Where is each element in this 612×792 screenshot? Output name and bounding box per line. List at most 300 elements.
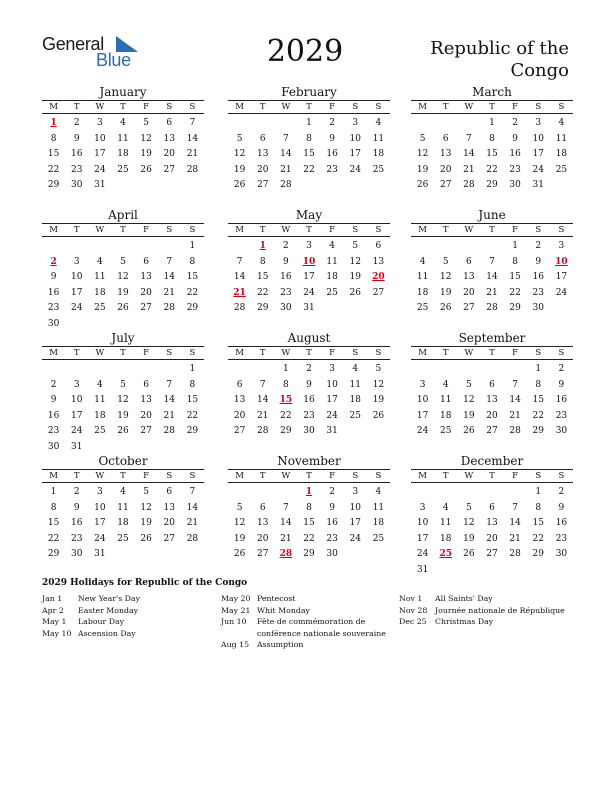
day-cell: 1 xyxy=(189,364,196,374)
day-cell: 19 xyxy=(372,395,385,405)
day-cell: 25 xyxy=(117,164,129,175)
month-december xyxy=(411,453,573,578)
day-cell: 30 xyxy=(70,549,83,559)
day-cell: 2 xyxy=(73,487,80,497)
holiday-day-cell: 1 xyxy=(305,487,313,497)
empty-day-cell xyxy=(42,239,65,255)
day-cell: 21 xyxy=(486,287,498,298)
day-cell: 27 xyxy=(140,426,152,436)
weekday-header: T xyxy=(120,225,126,235)
day-cell: 25 xyxy=(555,164,568,175)
weekday-header: S xyxy=(352,225,359,235)
day-cell: 15 xyxy=(303,518,315,528)
day-cell: 8 xyxy=(189,256,196,267)
weekday-header: S xyxy=(535,225,542,235)
day-cell: 2 xyxy=(282,241,289,251)
weekday-header: T xyxy=(73,348,80,358)
day-cell: 1 xyxy=(535,364,542,374)
day-cell: 16 xyxy=(326,518,338,528)
day-cell: 9 xyxy=(50,272,57,282)
brand-logo xyxy=(42,34,152,74)
day-cell: 27 xyxy=(256,549,269,559)
day-cell: 19 xyxy=(140,518,152,528)
weekday-header: T xyxy=(120,471,126,481)
day-cell: 23 xyxy=(47,426,60,436)
day-cell: 28 xyxy=(186,164,199,175)
day-cell: 24 xyxy=(303,287,315,298)
day-cell: 20 xyxy=(439,164,452,175)
day-cell: 18 xyxy=(117,149,129,159)
weekday-header: W xyxy=(464,102,474,112)
day-cell: 13 xyxy=(233,395,246,405)
day-cell: 9 xyxy=(329,502,335,513)
logo-general-text: General xyxy=(42,34,104,54)
month-title: June xyxy=(478,208,506,222)
day-cell: 5 xyxy=(120,379,126,390)
day-cell: 16 xyxy=(70,518,83,528)
day-cell: 21 xyxy=(163,410,175,421)
day-cell: 22 xyxy=(303,164,315,175)
day-cell: 16 xyxy=(509,149,521,159)
day-cell: 5 xyxy=(419,133,426,144)
day-cell: 26 xyxy=(463,549,475,559)
day-cell: 21 xyxy=(256,410,269,421)
day-cell: 13 xyxy=(163,502,175,513)
day-cell: 2 xyxy=(558,364,565,374)
day-cell: 22 xyxy=(186,410,199,421)
day-cell: 18 xyxy=(117,518,129,528)
day-cell: 20 xyxy=(233,410,246,421)
weekday-header: T xyxy=(73,471,80,481)
day-cell: 16 xyxy=(326,149,338,159)
holiday-name: New Year's Day xyxy=(78,594,140,603)
empty-day-cell xyxy=(480,485,503,501)
day-cell: 10 xyxy=(70,395,83,405)
day-cell: 6 xyxy=(143,256,149,267)
month-october xyxy=(42,453,204,563)
day-cell: 21 xyxy=(280,533,292,544)
day-cell: 15 xyxy=(486,149,498,159)
day-cell: 6 xyxy=(489,502,495,513)
day-cell: 6 xyxy=(442,133,449,144)
day-cell: 18 xyxy=(439,410,452,421)
day-cell: 14 xyxy=(256,395,269,405)
weekday-header: T xyxy=(73,102,80,112)
month-title: March xyxy=(472,85,512,99)
day-grid xyxy=(228,362,390,440)
day-cell: 16 xyxy=(555,395,568,405)
weekday-header: S xyxy=(189,348,196,358)
day-cell: 27 xyxy=(463,303,475,313)
day-cell: 24 xyxy=(326,410,338,421)
empty-day-cell xyxy=(274,485,297,501)
day-cell: 10 xyxy=(416,518,429,528)
empty-day-cell xyxy=(228,116,251,132)
day-cell: 3 xyxy=(96,487,103,497)
empty-day-cell xyxy=(65,362,88,378)
day-cell: 28 xyxy=(233,303,246,313)
day-cell: 25 xyxy=(416,303,429,313)
holiday-day-cell: 10 xyxy=(555,256,568,267)
weekday-header: T xyxy=(489,348,495,358)
day-cell: 27 xyxy=(233,426,246,436)
day-cell: 8 xyxy=(259,256,266,267)
day-cell: 14 xyxy=(509,518,521,528)
weekday-header: S xyxy=(375,102,382,112)
weekday-header: T xyxy=(73,225,80,235)
day-cell: 8 xyxy=(489,133,495,144)
empty-day-cell xyxy=(480,239,503,255)
day-cell: 23 xyxy=(555,410,568,421)
day-cell: 18 xyxy=(439,533,452,544)
month-title: October xyxy=(98,454,148,468)
day-cell: 12 xyxy=(416,149,429,159)
day-cell: 27 xyxy=(486,549,498,559)
day-cell: 31 xyxy=(70,441,83,452)
weekday-header: W xyxy=(464,225,474,235)
empty-day-cell xyxy=(228,239,251,255)
day-cell: 12 xyxy=(140,502,152,513)
day-cell: 19 xyxy=(463,410,475,421)
holiday-date: Jan 1 xyxy=(42,594,63,603)
day-cell: 6 xyxy=(166,118,173,128)
empty-day-cell xyxy=(251,116,274,132)
day-cell: 7 xyxy=(166,256,173,267)
day-cell: 30 xyxy=(280,303,292,313)
day-cell: 27 xyxy=(439,180,452,190)
weekday-header: T xyxy=(489,225,495,235)
holiday-name: Ascension Day xyxy=(78,628,136,638)
day-cell: 24 xyxy=(555,287,568,298)
day-cell: 7 xyxy=(189,487,196,497)
empty-day-cell xyxy=(434,362,457,378)
day-cell: 9 xyxy=(512,133,518,144)
holiday-name: Fête de commémoration de conférence nationale souveraine xyxy=(257,617,386,638)
day-cell: 8 xyxy=(306,502,312,513)
day-cell: 31 xyxy=(303,303,315,313)
day-cell: 26 xyxy=(117,426,129,436)
day-cell: 29 xyxy=(532,426,544,436)
day-cell: 7 xyxy=(236,256,243,267)
holiday-date: Jun 10 xyxy=(221,617,247,626)
weekday-header-row xyxy=(228,469,390,483)
weekday-header: S xyxy=(189,471,196,481)
day-cell: 4 xyxy=(96,379,103,390)
day-cell: 27 xyxy=(163,164,175,175)
holiday-column xyxy=(221,593,391,651)
day-cell: 15 xyxy=(47,518,60,528)
day-cell: 22 xyxy=(303,533,315,544)
day-cell: 1 xyxy=(306,118,312,128)
weekday-header: T xyxy=(442,471,449,481)
weekday-header-row xyxy=(411,346,573,360)
day-cell: 9 xyxy=(282,256,289,267)
day-cell: 23 xyxy=(47,303,60,313)
weekday-header: S xyxy=(535,348,542,358)
day-grid xyxy=(228,239,390,317)
day-cell: 24 xyxy=(416,549,429,559)
empty-day-cell xyxy=(411,485,434,501)
empty-day-cell xyxy=(504,362,527,378)
day-cell: 24 xyxy=(532,164,544,175)
day-cell: 31 xyxy=(416,564,429,575)
holiday-list-title: 2029 Holidays for Republic of the Congo xyxy=(42,578,248,588)
day-cell: 19 xyxy=(233,164,246,175)
weekday-header: T xyxy=(259,102,266,112)
day-cell: 21 xyxy=(186,149,199,159)
day-cell: 26 xyxy=(233,180,246,190)
month-title: May xyxy=(295,208,323,222)
weekday-header: F xyxy=(143,348,150,358)
day-cell: 4 xyxy=(120,487,126,497)
day-cell: 6 xyxy=(259,502,266,513)
logo-blue-text: Blue xyxy=(96,50,131,70)
day-cell: 23 xyxy=(326,164,338,175)
day-cell: 23 xyxy=(555,533,568,544)
day-cell: 23 xyxy=(303,410,315,421)
day-grid xyxy=(411,362,573,440)
day-grid xyxy=(42,116,204,194)
calendar-year: 2029 xyxy=(266,34,344,69)
empty-day-cell xyxy=(158,362,181,378)
day-cell: 10 xyxy=(326,379,338,390)
day-cell: 15 xyxy=(47,149,60,159)
day-cell: 6 xyxy=(375,241,382,251)
day-cell: 5 xyxy=(465,379,472,390)
day-cell: 22 xyxy=(280,410,292,421)
empty-day-cell xyxy=(457,362,480,378)
day-cell: 23 xyxy=(70,164,83,175)
day-cell: 6 xyxy=(236,379,243,390)
holiday-item xyxy=(42,593,212,605)
day-cell: 19 xyxy=(349,272,361,282)
day-cell: 15 xyxy=(532,395,544,405)
weekday-header: W xyxy=(281,348,291,358)
day-cell: 30 xyxy=(47,318,60,329)
weekday-header: S xyxy=(352,102,359,112)
day-cell: 30 xyxy=(47,441,60,452)
day-cell: 19 xyxy=(117,410,129,421)
day-cell: 3 xyxy=(535,118,542,128)
day-cell: 28 xyxy=(486,303,498,313)
day-cell: 9 xyxy=(329,133,335,144)
holiday-column xyxy=(399,593,579,628)
day-cell: 26 xyxy=(349,287,361,298)
day-cell: 5 xyxy=(120,256,126,267)
month-title: August xyxy=(287,331,331,345)
weekday-header: F xyxy=(143,471,150,481)
holiday-column xyxy=(42,593,212,639)
day-cell: 25 xyxy=(372,164,385,175)
day-grid xyxy=(42,239,204,332)
day-cell: 15 xyxy=(303,149,315,159)
day-cell: 1 xyxy=(50,487,57,497)
holiday-date: Apr 2 xyxy=(42,605,64,615)
holiday-item xyxy=(42,605,212,617)
weekday-header: T xyxy=(306,348,312,358)
day-cell: 14 xyxy=(163,395,175,405)
day-cell: 3 xyxy=(96,118,103,128)
holiday-date: Dec 25 xyxy=(399,617,427,626)
empty-day-cell xyxy=(251,362,274,378)
weekday-header: M xyxy=(418,348,427,358)
weekday-header: F xyxy=(329,471,336,481)
day-cell: 30 xyxy=(509,180,521,190)
day-cell: 16 xyxy=(303,395,315,405)
day-cell: 8 xyxy=(306,133,312,144)
day-cell: 12 xyxy=(140,133,152,144)
day-cell: 19 xyxy=(140,149,152,159)
day-cell: 14 xyxy=(186,502,199,513)
weekday-header: M xyxy=(235,225,244,235)
day-cell: 29 xyxy=(509,303,521,313)
day-cell: 14 xyxy=(486,272,498,282)
day-cell: 8 xyxy=(50,133,57,144)
day-cell: 20 xyxy=(486,533,498,544)
day-cell: 26 xyxy=(117,303,129,313)
holiday-item xyxy=(399,605,579,617)
day-cell: 1 xyxy=(535,487,542,497)
day-cell: 1 xyxy=(512,241,518,251)
weekday-header: S xyxy=(189,102,196,112)
day-cell: 2 xyxy=(329,487,335,497)
weekday-header-row xyxy=(228,346,390,360)
day-cell: 7 xyxy=(259,379,266,390)
holiday-item xyxy=(221,616,391,639)
weekday-header: M xyxy=(418,225,427,235)
day-cell: 29 xyxy=(532,549,544,559)
day-cell: 3 xyxy=(306,241,312,251)
day-cell: 6 xyxy=(259,133,266,144)
day-cell: 17 xyxy=(326,395,338,405)
day-cell: 17 xyxy=(416,410,429,421)
holiday-date: Aug 15 xyxy=(221,640,250,649)
weekday-header: S xyxy=(558,471,565,481)
day-cell: 25 xyxy=(94,303,106,313)
day-cell: 15 xyxy=(509,272,521,282)
day-cell: 4 xyxy=(375,487,382,497)
day-cell: 21 xyxy=(463,164,475,175)
day-cell: 13 xyxy=(256,518,269,528)
day-cell: 26 xyxy=(233,549,246,559)
day-cell: 25 xyxy=(349,410,361,421)
day-cell: 17 xyxy=(70,410,83,421)
day-cell: 3 xyxy=(419,502,426,513)
day-cell: 29 xyxy=(303,549,315,559)
day-cell: 13 xyxy=(140,395,152,405)
empty-day-cell xyxy=(480,362,503,378)
month-title: December xyxy=(460,454,524,468)
day-cell: 2 xyxy=(535,241,542,251)
weekday-header: S xyxy=(352,348,359,358)
day-cell: 4 xyxy=(442,379,449,390)
empty-day-cell xyxy=(158,239,181,255)
day-cell: 8 xyxy=(512,256,518,267)
weekday-header: T xyxy=(259,348,266,358)
day-cell: 10 xyxy=(94,502,106,513)
empty-day-cell xyxy=(135,239,158,255)
day-cell: 5 xyxy=(352,241,359,251)
day-cell: 2 xyxy=(73,118,80,128)
holiday-item xyxy=(42,628,212,640)
day-cell: 16 xyxy=(47,410,60,421)
day-cell: 6 xyxy=(166,487,173,497)
day-cell: 20 xyxy=(256,164,269,175)
month-title: November xyxy=(277,454,341,468)
day-cell: 26 xyxy=(463,426,475,436)
day-cell: 27 xyxy=(486,426,498,436)
weekday-header: S xyxy=(535,102,542,112)
holiday-day-cell: 21 xyxy=(233,287,246,298)
day-cell: 15 xyxy=(256,272,269,282)
weekday-header: M xyxy=(49,102,58,112)
day-cell: 1 xyxy=(189,241,196,251)
holiday-day-cell: 20 xyxy=(372,272,385,282)
holiday-day-cell: 1 xyxy=(50,118,57,128)
holiday-day-cell: 10 xyxy=(302,256,316,267)
day-cell: 13 xyxy=(486,518,498,528)
day-cell: 23 xyxy=(509,164,521,175)
month-august xyxy=(228,330,390,440)
day-cell: 19 xyxy=(117,287,129,298)
day-cell: 31 xyxy=(326,426,338,436)
day-cell: 27 xyxy=(256,180,269,190)
weekday-header: S xyxy=(535,471,542,481)
day-cell: 16 xyxy=(70,149,83,159)
day-cell: 29 xyxy=(280,426,292,436)
day-cell: 13 xyxy=(486,395,498,405)
empty-day-cell xyxy=(42,362,65,378)
day-cell: 17 xyxy=(70,287,83,298)
day-cell: 15 xyxy=(186,272,199,282)
holiday-name: All Saints' Day xyxy=(435,594,493,603)
day-cell: 26 xyxy=(416,180,429,190)
day-cell: 30 xyxy=(532,303,544,313)
day-cell: 29 xyxy=(47,549,60,559)
empty-day-cell xyxy=(411,362,434,378)
day-cell: 22 xyxy=(47,533,60,544)
day-cell: 12 xyxy=(233,149,246,159)
day-cell: 21 xyxy=(509,410,521,421)
month-april xyxy=(42,207,204,332)
day-cell: 10 xyxy=(70,272,83,282)
holiday-date: May 1 xyxy=(42,617,67,626)
day-grid xyxy=(411,239,573,317)
day-cell: 10 xyxy=(94,133,106,144)
day-cell: 2 xyxy=(558,487,565,497)
day-cell: 10 xyxy=(532,133,544,144)
day-cell: 1 xyxy=(489,118,495,128)
day-cell: 3 xyxy=(73,256,80,267)
weekday-header: F xyxy=(329,348,336,358)
day-cell: 20 xyxy=(163,149,175,159)
holiday-item xyxy=(221,593,391,605)
holiday-item xyxy=(399,616,579,628)
day-cell: 31 xyxy=(532,180,544,190)
day-cell: 9 xyxy=(558,379,565,390)
day-cell: 24 xyxy=(70,426,83,436)
holiday-name: Pentecost xyxy=(257,594,296,603)
holiday-day-cell: 1 xyxy=(259,241,266,251)
day-cell: 29 xyxy=(486,180,498,190)
empty-day-cell xyxy=(228,362,251,378)
holiday-name: Easter Monday xyxy=(78,605,139,615)
day-cell: 13 xyxy=(256,149,269,159)
day-cell: 24 xyxy=(416,426,429,436)
holiday-date: May 20 xyxy=(221,594,251,603)
day-cell: 14 xyxy=(233,272,246,282)
day-cell: 30 xyxy=(555,426,568,436)
